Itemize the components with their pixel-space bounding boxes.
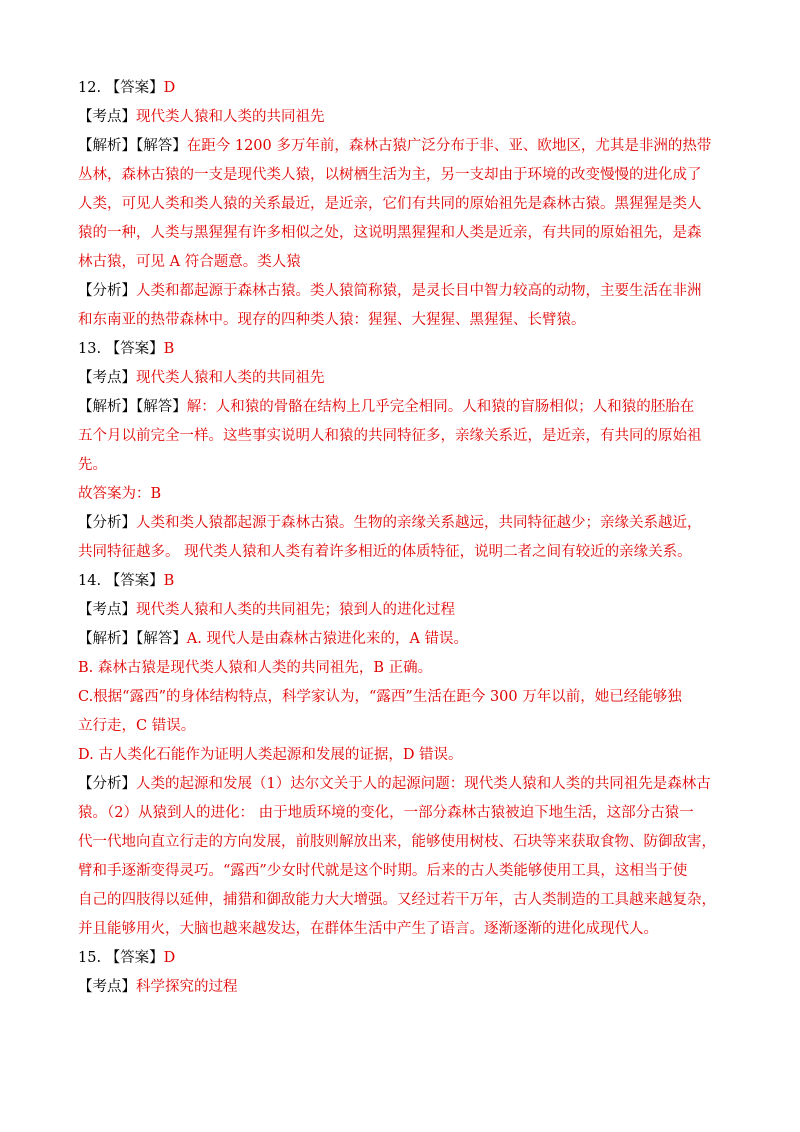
- q14-fenxi-line-5: 自己的四肢得以延伸，捕猎和御敌能力大大增强。又经过若干万年，古人类制造的工具越来越复杂，: [78, 892, 716, 908]
- fenxi-tag: 【分析】: [78, 776, 136, 792]
- kaodian-text: 现代类人猿和人类的共同祖先: [136, 370, 325, 386]
- q12-jiexi-line-1: [78, 136, 728, 156]
- jiexi-tag: 【解析】: [78, 631, 136, 647]
- fenxi-text: 人类的起源和发展（1）达尔文关于人的起源问题：现代类人猿和人类的共同祖先是森林古: [136, 776, 711, 792]
- jieda-tag: 【解答】: [136, 138, 187, 154]
- q14-jiexi-line-2: B. 森林古猿是现代类人猿和人类的共同祖先，B 正确。: [78, 660, 433, 676]
- kaodian-tag: 【考点】: [78, 979, 136, 995]
- kaodian-text: 科学探究的过程: [136, 979, 238, 995]
- jiexi-text: 解：人和猿的骨骼在结构上几乎完全相同。人和猿的盲肠相似；人和猿的胚胎在: [186, 399, 695, 415]
- answer-value: D: [163, 950, 176, 966]
- q12-jiexi-line-3: 人类，可见人类和类人猿的关系最近，是近亲，它们有共同的原始祖先是森林古猿。黑猩猩是类人: [78, 196, 702, 212]
- question-number: 15.: [78, 950, 102, 966]
- q15-kaodian-line: [78, 977, 728, 997]
- kaodian-tag: 【考点】: [78, 370, 136, 386]
- answer-tag: 【答案】: [105, 341, 164, 357]
- answer-value: D: [163, 80, 176, 96]
- question-number: 13.: [78, 341, 102, 357]
- q12-fenxi-line-2: 和东南亚的热带森林中。现存的四种类人猿：猩猩、大猩猩、黑猩猩、长臂猿。: [78, 312, 586, 328]
- q14-fenxi-line-6: 并且能够用火，大脑也越来越发达，在群体生活中产生了语言。逐渐逐渐的进化成现代人。: [78, 921, 658, 937]
- q14-jiexi-line-5: D. 古人类化石能作为证明人类起源和发展的证据，D 错误。: [78, 747, 463, 763]
- q14-jiexi-line-4: 立行走，C 错误。: [78, 718, 196, 734]
- kaodian-text: 现代类人猿和人类的共同祖先: [136, 109, 325, 125]
- answer-tag: 【答案】: [105, 950, 164, 966]
- fenxi-text: 人类和都起源于森林古猿。类人猿简称猿，是灵长目中智力较高的动物，主要生活在非洲: [136, 283, 702, 299]
- q12-answer-line: [78, 78, 728, 98]
- jiexi-tag: 【解析】: [78, 399, 136, 415]
- q13-conclusion: 故答案为：B: [78, 486, 162, 502]
- q14-kaodian-line: [78, 600, 728, 620]
- q14-jiexi-line-3: C.根据“露西”的身体结构特点，科学家认为，“露西”生活在距今 300 万年以前，她已经能够独: [78, 689, 682, 705]
- q12-jiexi-line-5: 林古猿，可见 A 符合题意。类人猿: [78, 254, 301, 270]
- q14-jiexi-line-1: [78, 629, 728, 649]
- q13-jiexi-line-3: 先。: [78, 457, 107, 473]
- kaodian-text: 现代类人猿和人类的共同祖先；猿到人的进化过程: [136, 602, 455, 618]
- answer-value: B: [163, 573, 175, 589]
- q15-answer-line: [78, 948, 728, 968]
- jieda-tag: 【解答】: [136, 631, 187, 647]
- jiexi-tag: 【解析】: [78, 138, 136, 154]
- q13-kaodian-line: [78, 368, 728, 388]
- question-number: 14.: [78, 573, 102, 589]
- q12-kaodian-line: [78, 107, 728, 127]
- jieda-tag: 【解答】: [136, 399, 187, 415]
- answer-tag: 【答案】: [105, 80, 164, 96]
- q14-fenxi-line-4: 臂和手逐渐变得灵巧。“露西”少女时代就是这个时期。后来的古人类能够使用工具，这相当于使: [78, 863, 688, 879]
- q12-jiexi-line-2: 丛林，森林古猿的一支是现代类人猿，以树栖生活为主，另一支却由于环境的改变慢慢的进化成了: [78, 167, 702, 183]
- kaodian-tag: 【考点】: [78, 109, 136, 125]
- q13-jiexi-line-2: 五个月以前完全一样。这些事实说明人和猿的共同特征多，亲缘关系近，是近亲，有共同的原始祖: [78, 428, 702, 444]
- q12-fenxi-line-1: [78, 281, 728, 301]
- q14-fenxi-line-1: [78, 774, 728, 794]
- q13-jiexi-line-1: [78, 397, 728, 417]
- fenxi-tag: 【分析】: [78, 283, 136, 299]
- q14-answer-line: [78, 571, 728, 591]
- kaodian-tag: 【考点】: [78, 602, 136, 618]
- jiexi-text: A. 现代人是由森林古猿进化来的，A 错误。: [186, 631, 469, 647]
- jiexi-text: 在距今 1200 多万年前，森林古猿广泛分布于非、亚、欧地区，尤其是非洲的热带: [186, 138, 712, 154]
- answer-value: B: [163, 341, 175, 357]
- q13-answer-line: [78, 339, 728, 359]
- q14-fenxi-line-3: 代一代地向直立行走的方向发展，前肢则解放出来，能够使用树枝、石块等来获取食物、防御敌害，: [78, 834, 716, 850]
- q14-fenxi-line-2: 猿。（2）从猿到人的进化： 由于地质环境的变化，一部分森林古猿被迫下地生活，这部分古猿一: [78, 805, 694, 821]
- fenxi-text: 人类和类人猿都起源于森林古猿。生物的亲缘关系越远，共同特征越少；亲缘关系越近，: [136, 515, 702, 531]
- fenxi-tag: 【分析】: [78, 515, 136, 531]
- q13-fenxi-line-2: 共同特征越多。 现代类人猿和人类有着许多相近的体质特征，说明二者之间有较近的亲缘关系。: [78, 544, 692, 560]
- question-number: 12.: [78, 80, 102, 96]
- answer-tag: 【答案】: [105, 573, 164, 589]
- q12-jiexi-line-4: 猿的一种，人类与黑猩猩有许多相似之处，这说明黑猩猩和人类是近亲，有共同的原始祖先，是森: [78, 225, 702, 241]
- q13-fenxi-line-1: [78, 513, 728, 533]
